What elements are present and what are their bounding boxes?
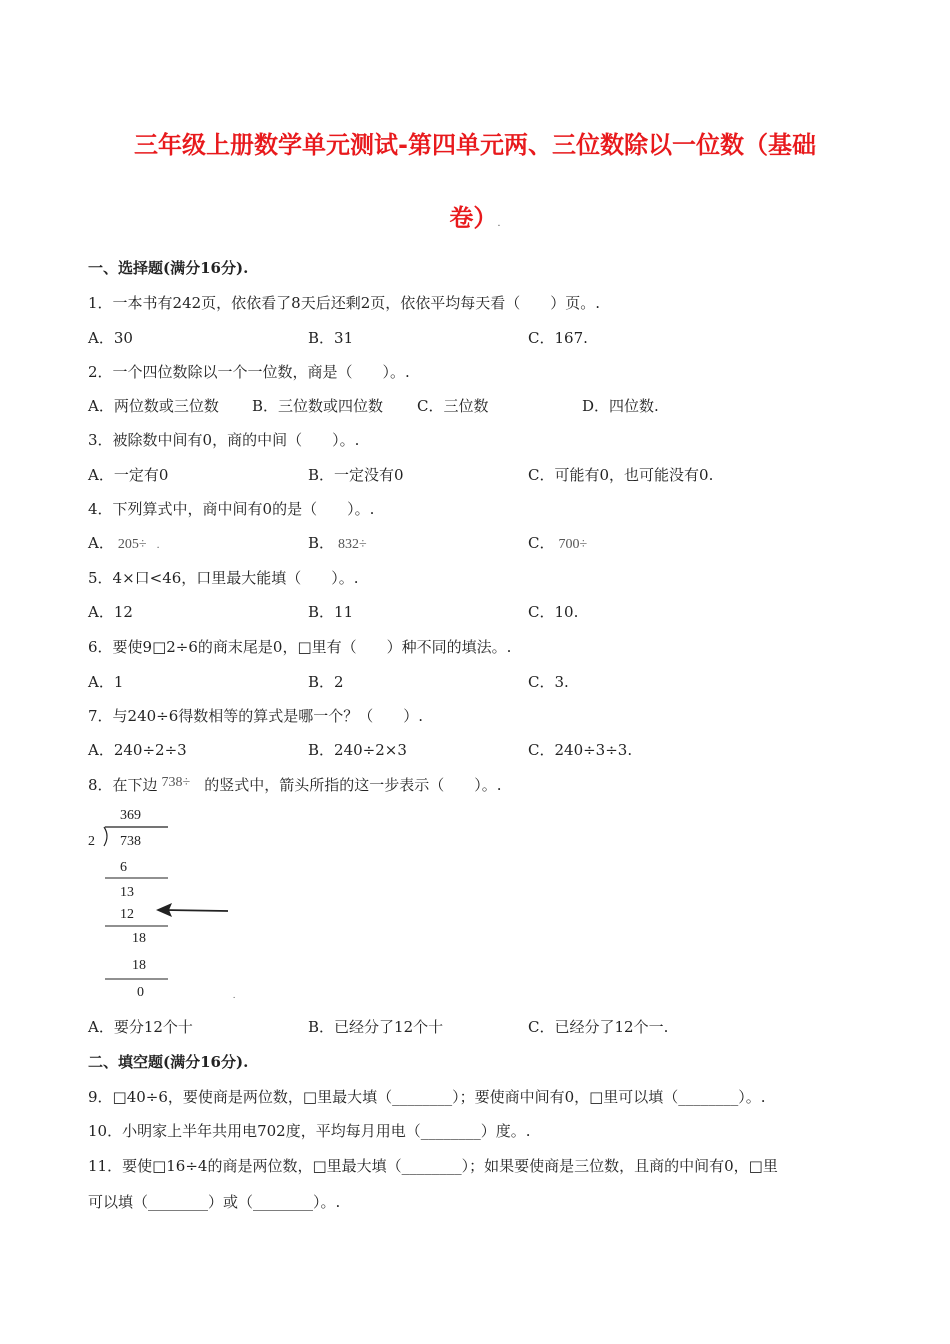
- document-title-text: 卷）: [449, 204, 498, 232]
- division-mark: .: [233, 990, 236, 1000]
- q8-text-post: 的竖式中，箭头所指的这一步表示（ ）。.: [204, 776, 502, 794]
- arrow-shaft: [165, 910, 228, 911]
- q4-option-b-label: B．: [308, 534, 335, 552]
- document-title-line2: [0, 198, 950, 233]
- division-step-5: 18: [132, 958, 146, 973]
- q2-option-c: C．三位数: [417, 397, 489, 415]
- q4-option-c-expr: 700÷: [558, 537, 588, 552]
- q5-option-b: B．11: [308, 603, 354, 621]
- q6-option-a: A．1: [88, 673, 124, 691]
- q4-option-b-expr: 832÷: [338, 537, 367, 552]
- question-2: 2．一个四位数除以一个一位数，商是（ ）。.: [88, 363, 410, 381]
- q4-option-a-expr: 205÷: [117, 537, 147, 552]
- q7-option-c: C．240÷3÷3.: [528, 741, 633, 759]
- division-dividend: 738: [120, 834, 141, 849]
- question-8: [88, 775, 502, 797]
- question-6: 6．要使9□2÷6的商末尾是0，□里有（ ）种不同的填法。.: [88, 638, 512, 656]
- q4-option-b: [308, 533, 367, 555]
- question-3: 3．被除数中间有0，商的中间（ ）。.: [88, 431, 360, 449]
- question-7: 7．与240÷6得数相等的算式是哪一个？（ ）.: [88, 707, 424, 725]
- q3-option-b: B．一定没有0: [308, 466, 404, 484]
- division-bracket: [104, 827, 107, 846]
- q4-option-a: [88, 533, 160, 556]
- division-quotient: 369: [120, 808, 141, 823]
- q8-option-a: A．要分12个十: [88, 1018, 193, 1036]
- q8-text-pre: 8．在下边: [88, 776, 158, 794]
- q1-option-b: B．31: [308, 329, 354, 347]
- division-remainder: 0: [137, 985, 144, 1000]
- division-step-1: 6: [120, 860, 127, 875]
- q5-option-c: C．10.: [528, 603, 579, 621]
- long-division-figure: [80, 800, 250, 1010]
- q7-option-b: B．240÷2×3: [308, 741, 407, 759]
- division-divisor: 2: [88, 834, 95, 849]
- q4-option-c-label: C．: [528, 534, 555, 552]
- q4-option-a-label: A．: [88, 534, 114, 552]
- q2-option-a: A．两位数或三位数: [88, 397, 219, 415]
- q2-option-b: B．三位数或四位数: [252, 397, 384, 415]
- question-10: 10．小明家上半年共用电702度，平均每月用电（________）度。.: [88, 1122, 531, 1140]
- question-1: 1．一本书有242页，依依看了8天后还剩2页，依依平均每天看（ ）页。.: [88, 294, 601, 312]
- division-step-2: 13: [120, 885, 134, 900]
- q6-option-b: B．2: [308, 673, 344, 691]
- question-11-line1: 11．要使□16÷4的商是两位数，□里最大填（________）；如果要使商是三位数，且商的中间有0，□里: [88, 1157, 778, 1175]
- q4-option-c: [528, 533, 587, 555]
- q1-option-c: C．167.: [528, 329, 588, 347]
- section-choice-heading: 一、选择题(满分16分).: [88, 259, 249, 277]
- q8-option-b: B．已经分了12个十: [308, 1018, 444, 1036]
- question-4: 4．下列算式中，商中间有0的是（ ）。.: [88, 500, 375, 518]
- q3-option-a: A．一定有0: [88, 466, 169, 484]
- document-title-line1: 三年级上册数学单元测试-第四单元两、三位数除以一位数（基础: [134, 131, 816, 159]
- q5-option-a: A．12: [88, 603, 133, 621]
- q2-option-d: D．四位数.: [582, 397, 659, 415]
- section-fill-heading: 二、填空题(满分16分).: [88, 1053, 249, 1071]
- title-mark: .: [497, 218, 501, 229]
- q8-expr: 738÷: [161, 775, 191, 790]
- q7-option-a: A．240÷2÷3: [88, 741, 187, 759]
- division-step-4: 18: [132, 931, 146, 946]
- q6-option-c: C．3.: [528, 673, 569, 691]
- q4-option-a-mark: .: [156, 540, 160, 551]
- question-9: 9．□40÷6，要使商是两位数，□里最大填（________）；要使商中间有0，□里可以填（________）。.: [88, 1088, 766, 1106]
- q1-option-a: A．30: [88, 329, 133, 347]
- question-11-line2: 可以填（________）或（________）。.: [88, 1193, 341, 1211]
- q8-option-c: C．已经分了12个一.: [528, 1018, 669, 1036]
- question-5: 5．4×口<46，口里最大能填（ ）。.: [88, 569, 359, 587]
- q3-option-c: C．可能有0，也可能没有0.: [528, 466, 714, 484]
- division-step-3: 12: [120, 907, 134, 922]
